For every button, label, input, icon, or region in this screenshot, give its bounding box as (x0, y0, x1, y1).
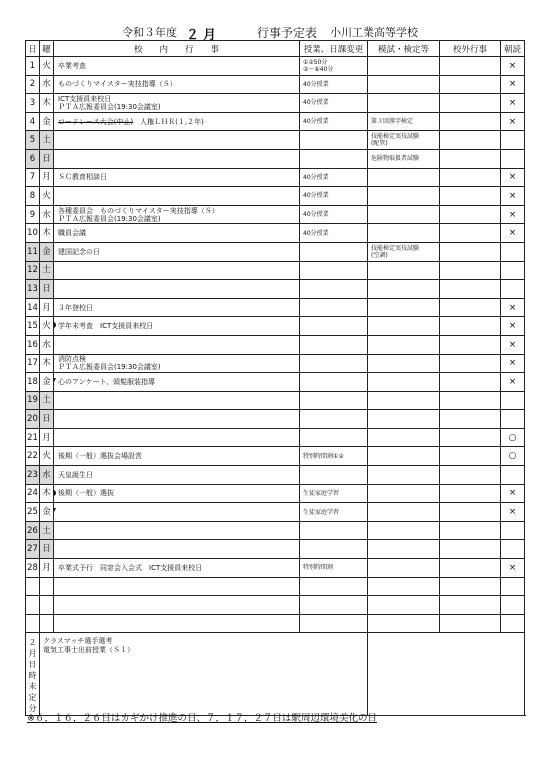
exam-entry (368, 168, 440, 187)
exam-entry (368, 540, 440, 559)
blank-cell (40, 614, 54, 633)
col-header-school-events: 校 内 行 事 (54, 41, 300, 57)
weekday: 水 (40, 466, 54, 485)
exam-entry (368, 521, 440, 540)
event-line: ＰＴＡ広報委員会(19:30会議室) (58, 214, 161, 223)
blank-cell (300, 577, 368, 596)
school-event (54, 447, 300, 466)
table-row (26, 112, 525, 131)
weekday: 火 (40, 447, 54, 466)
morning-reading-mark (501, 149, 525, 168)
footer-note: ※６，１６，２６日はカギかけ推進の日、７，１７，２７日は駅周辺環境美化の日 (27, 713, 377, 724)
exam-entry: 技能検定実技試験 (配管) (368, 131, 440, 150)
event-line: 消防点検 (58, 355, 86, 364)
weekday: 水 (40, 335, 54, 354)
blank-cell (40, 596, 54, 615)
school-event (54, 428, 300, 447)
school-event (54, 242, 300, 261)
school-event (54, 540, 300, 559)
table-row (26, 94, 525, 113)
exam-entry (368, 428, 440, 447)
blank-cell (440, 596, 501, 615)
exam-entry (368, 447, 440, 466)
school-event (54, 484, 300, 503)
table-row (26, 168, 525, 187)
morning-reading-mark (501, 410, 525, 429)
exam-entry: 第３回漢字検定 (368, 112, 440, 131)
school-event (54, 317, 300, 336)
exam-entry (368, 280, 440, 299)
school-event (54, 168, 300, 187)
outside-event (440, 503, 501, 522)
class-change (300, 335, 368, 354)
morning-reading-mark: × (501, 94, 525, 113)
class-change: 40分授業 (300, 205, 368, 224)
morning-reading-mark: × (501, 112, 525, 131)
morning-reading-mark: × (501, 168, 525, 187)
undetermined-right (368, 633, 525, 716)
class-change: 40分授業 (300, 168, 368, 187)
morning-reading-mark: ○ (501, 447, 525, 466)
outside-event (440, 280, 501, 299)
weekday: 木 (40, 354, 54, 373)
class-change (300, 466, 368, 485)
table-row (26, 187, 525, 206)
event-line: 天皇誕生日 (58, 470, 93, 479)
class-change: 特別時間割 (300, 559, 368, 578)
exam-entry (368, 205, 440, 224)
table-row (26, 503, 525, 522)
school-event (54, 373, 300, 392)
header-row (26, 41, 525, 57)
class-change (300, 540, 368, 559)
outside-event (440, 410, 501, 429)
school-event (54, 298, 300, 317)
outside-event (440, 168, 501, 187)
school-event (54, 261, 300, 280)
exam-entry (368, 75, 440, 94)
day-number: 27 (26, 540, 40, 559)
day-number: 12 (26, 261, 40, 280)
blank-cell (501, 614, 525, 633)
event-line: 卒業式予行 同窓会入会式 ICT支援員来校日 (58, 563, 203, 572)
class-change (300, 521, 368, 540)
weekday: 木 (40, 94, 54, 113)
outside-event (440, 149, 501, 168)
class-change: 生徒家庭学習 (300, 503, 368, 522)
outside-event (440, 205, 501, 224)
table-row (26, 224, 525, 243)
event-line: 心のアンケート、頭髪服装指導 (58, 377, 155, 386)
blank-cell (440, 577, 501, 596)
morning-reading-mark: × (501, 187, 525, 206)
class-change (300, 280, 368, 299)
morning-reading-mark: × (501, 354, 525, 373)
morning-reading-mark: × (501, 373, 525, 392)
exam-entry (368, 224, 440, 243)
weekday: 月 (40, 298, 54, 317)
exam-entry (368, 317, 440, 336)
outside-event (440, 559, 501, 578)
class-change (300, 391, 368, 410)
morning-reading-mark: × (501, 205, 525, 224)
morning-reading-mark (501, 261, 525, 280)
event-line: 卒業考査 (58, 61, 86, 70)
table-row (26, 521, 525, 540)
exam-entry (368, 466, 440, 485)
day-number: 25 (26, 503, 40, 522)
event-line: ３年登校日 (58, 303, 93, 312)
class-change (300, 373, 368, 392)
class-change: 40分授業 (300, 75, 368, 94)
event-line: ものづくりマイスター実技指導（Ｓ） (58, 80, 177, 89)
blank-cell (300, 596, 368, 615)
exam-entry (368, 57, 440, 76)
outside-event (440, 57, 501, 76)
day-number: 6 (26, 149, 40, 168)
event-line: ＳＣ教育相談日 (58, 173, 107, 182)
day-number: 15 (26, 317, 40, 336)
day-number: 20 (26, 410, 40, 429)
class-change: 特別時間割①② (300, 447, 368, 466)
exam-entry (368, 354, 440, 373)
event-line: 建国記念の日 (58, 247, 100, 256)
table-row (26, 261, 525, 280)
outside-event (440, 298, 501, 317)
event-line: 後期（一般）選抜会場設営 (58, 452, 142, 461)
outside-event (440, 540, 501, 559)
blank-cell (26, 614, 40, 633)
class-change: 40分授業 (300, 112, 368, 131)
day-number: 17 (26, 354, 40, 373)
outside-event (440, 242, 501, 261)
exam-entry (368, 373, 440, 392)
table-row (26, 354, 525, 373)
day-number: 5 (26, 131, 40, 150)
table-row (26, 540, 525, 559)
class-change (300, 317, 368, 336)
weekday: 月 (40, 428, 54, 447)
day-number: 3 (26, 94, 40, 113)
morning-reading-mark (501, 242, 525, 261)
outside-event (440, 428, 501, 447)
day-number: 14 (26, 298, 40, 317)
morning-reading-mark (501, 466, 525, 485)
document-title: 行事予定表 (257, 26, 318, 40)
day-number: 21 (26, 428, 40, 447)
event-line: ＰＴＡ広報委員会(19:30会議室) (58, 363, 161, 372)
school-event (54, 205, 300, 224)
outside-event (440, 131, 501, 150)
blank-cell (54, 596, 300, 615)
table-row (26, 298, 525, 317)
weekday: 木 (40, 484, 54, 503)
outside-event (440, 75, 501, 94)
event-line: ＰＴＡ広報委員会(19:30会議室) (58, 102, 161, 111)
class-change (300, 261, 368, 280)
exam-entry (368, 335, 440, 354)
table-row (26, 410, 525, 429)
morning-reading-mark: × (501, 503, 525, 522)
class-change: 40分授業 (300, 94, 368, 113)
table-row (26, 466, 525, 485)
weekday: 金 (40, 242, 54, 261)
blank-row (26, 614, 525, 633)
school-event (54, 503, 300, 522)
weekday: 土 (40, 521, 54, 540)
class-change (300, 149, 368, 168)
day-number: 24 (26, 484, 40, 503)
outside-event (440, 354, 501, 373)
outside-event (440, 224, 501, 243)
outside-event (440, 94, 501, 113)
morning-reading-mark (501, 521, 525, 540)
morning-reading-mark (501, 280, 525, 299)
col-header-day: 日 (26, 41, 40, 57)
class-change (300, 298, 368, 317)
weekday: 日 (40, 280, 54, 299)
day-number: 10 (26, 224, 40, 243)
day-number: 9 (26, 205, 40, 224)
table-row (26, 149, 525, 168)
morning-reading-mark: × (501, 57, 525, 76)
morning-reading-mark: ○ (501, 428, 525, 447)
day-number: 23 (26, 466, 40, 485)
school-event (54, 466, 300, 485)
day-number: 13 (26, 280, 40, 299)
event-line: 学年末考査 ICT支援員来校日 (58, 322, 154, 331)
school-event (54, 149, 300, 168)
table-row (26, 317, 525, 336)
blank-row (26, 596, 525, 615)
undetermined-item: クラスマッチ選手選考 (43, 637, 113, 646)
school-event (54, 75, 300, 94)
table-row (26, 280, 525, 299)
table-row (26, 447, 525, 466)
table-row (26, 335, 525, 354)
day-number: 18 (26, 373, 40, 392)
outside-event (440, 261, 501, 280)
arrow-down-icon (54, 508, 57, 514)
col-header-weekday: 曜 (40, 41, 54, 57)
school-event (54, 187, 300, 206)
morning-reading-mark: × (501, 75, 525, 94)
outside-event (440, 447, 501, 466)
school-event (54, 410, 300, 429)
exam-entry: 技能検定実技試験 (空調) (368, 242, 440, 261)
exam-entry (368, 503, 440, 522)
day-number: 7 (26, 168, 40, 187)
day-number: 2 (26, 75, 40, 94)
morning-reading-mark: × (501, 335, 525, 354)
table-row (26, 559, 525, 578)
col-header-class-changes: 授業、日課変更 (300, 41, 368, 57)
day-number: 11 (26, 242, 40, 261)
month-title: ２月 (186, 28, 221, 43)
col-header-exams: 模試・検定等 (368, 41, 440, 57)
undetermined-items (40, 633, 368, 716)
exam-entry (368, 298, 440, 317)
morning-reading-mark: × (501, 317, 525, 336)
blank-cell (501, 596, 525, 615)
day-number: 28 (26, 559, 40, 578)
day-number: 22 (26, 447, 40, 466)
weekday: 土 (40, 131, 54, 150)
weekday: 月 (40, 559, 54, 578)
exam-entry (368, 559, 440, 578)
exam-entry (368, 94, 440, 113)
weekday: 金 (40, 503, 54, 522)
fiscal-year: 令和３年度 (122, 26, 177, 39)
weekday: 金 (40, 373, 54, 392)
exam-entry (368, 391, 440, 410)
event-line: 各種委員会 ものづくりマイスター実技指導（Ｓ） (58, 206, 219, 215)
weekday: 水 (40, 75, 54, 94)
morning-reading-mark: × (501, 484, 525, 503)
event-line: ICT支援員来校日 (58, 94, 112, 103)
school-event (54, 112, 300, 131)
class-change: 40分授業 (300, 187, 368, 206)
table-row (26, 391, 525, 410)
col-header-outside-events: 校外行事 (440, 41, 501, 57)
morning-reading-mark (501, 540, 525, 559)
school-event (54, 280, 300, 299)
blank-cell (54, 614, 300, 633)
blank-row (26, 577, 525, 596)
day-number: 8 (26, 187, 40, 206)
arrow-down-icon (54, 378, 57, 384)
table-row (26, 242, 525, 261)
morning-reading-mark (501, 131, 525, 150)
weekday: 土 (40, 261, 54, 280)
weekday: 火 (40, 317, 54, 336)
outside-event (440, 373, 501, 392)
blank-cell (440, 614, 501, 633)
schedule-table (25, 40, 525, 716)
event-line: ロードレース大会(中止) 人権ＬＨＲ(１,２年) (58, 117, 204, 126)
col-header-morning-reading: 朝読 (501, 41, 525, 57)
exam-entry (368, 261, 440, 280)
table-row (26, 75, 525, 94)
school-event (54, 57, 300, 76)
blank-cell (54, 577, 300, 596)
class-change: 40分授業 (300, 224, 368, 243)
exam-entry: 危険物取扱者試験 (368, 149, 440, 168)
undetermined-row (26, 633, 525, 716)
school-event (54, 521, 300, 540)
school-event (54, 391, 300, 410)
outside-event (440, 484, 501, 503)
weekday: 木 (40, 224, 54, 243)
table-row (26, 484, 525, 503)
day-number: 16 (26, 335, 40, 354)
weekday: 火 (40, 57, 54, 76)
exam-entry (368, 410, 440, 429)
class-change (300, 354, 368, 373)
blank-cell (26, 577, 40, 596)
bullet-dot-icon (54, 322, 57, 328)
outside-event (440, 187, 501, 206)
blank-cell (501, 577, 525, 596)
school-name: 小川工業高等学校 (330, 26, 418, 39)
blank-cell (368, 577, 440, 596)
weekday: 水 (40, 205, 54, 224)
table-row (26, 205, 525, 224)
blank-cell (300, 614, 368, 633)
undetermined-label: ２月日時未定分 (26, 633, 40, 716)
class-change (300, 242, 368, 261)
school-event (54, 224, 300, 243)
school-event (54, 354, 300, 373)
school-event (54, 559, 300, 578)
school-event (54, 131, 300, 150)
class-change: ①②50分 ②～⑥40分 (300, 57, 368, 76)
blank-cell (40, 577, 54, 596)
event-line: 後期（一般）選抜 (58, 489, 114, 498)
morning-reading-mark: × (501, 224, 525, 243)
class-change (300, 131, 368, 150)
blank-cell (368, 596, 440, 615)
class-change: 生徒家庭学習 (300, 484, 368, 503)
school-event (54, 94, 300, 113)
outside-event (440, 335, 501, 354)
weekday: 月 (40, 168, 54, 187)
table-row (26, 57, 525, 76)
morning-reading-mark (501, 391, 525, 410)
table-row (26, 428, 525, 447)
day-number: 1 (26, 57, 40, 76)
weekday: 土 (40, 391, 54, 410)
morning-reading-mark: × (501, 298, 525, 317)
outside-event (440, 466, 501, 485)
weekday: 日 (40, 149, 54, 168)
school-event (54, 335, 300, 354)
morning-reading-mark: × (501, 559, 525, 578)
table-row (26, 373, 525, 392)
event-line: 職員会議 (58, 229, 86, 238)
blank-cell (26, 596, 40, 615)
outside-event (440, 391, 501, 410)
day-number: 4 (26, 112, 40, 131)
outside-event (440, 317, 501, 336)
weekday: 日 (40, 540, 54, 559)
weekday: 日 (40, 410, 54, 429)
class-change (300, 428, 368, 447)
table-row (26, 131, 525, 150)
weekday: 金 (40, 112, 54, 131)
class-change (300, 410, 368, 429)
exam-entry (368, 187, 440, 206)
day-number: 26 (26, 521, 40, 540)
outside-event (440, 521, 501, 540)
exam-entry (368, 484, 440, 503)
blank-cell (368, 614, 440, 633)
outside-event (440, 112, 501, 131)
weekday: 火 (40, 187, 54, 206)
day-number: 19 (26, 391, 40, 410)
bullet-dot-icon (54, 490, 57, 496)
undetermined-item: 電気工事士出前授業（Ｓ１） (43, 646, 134, 655)
